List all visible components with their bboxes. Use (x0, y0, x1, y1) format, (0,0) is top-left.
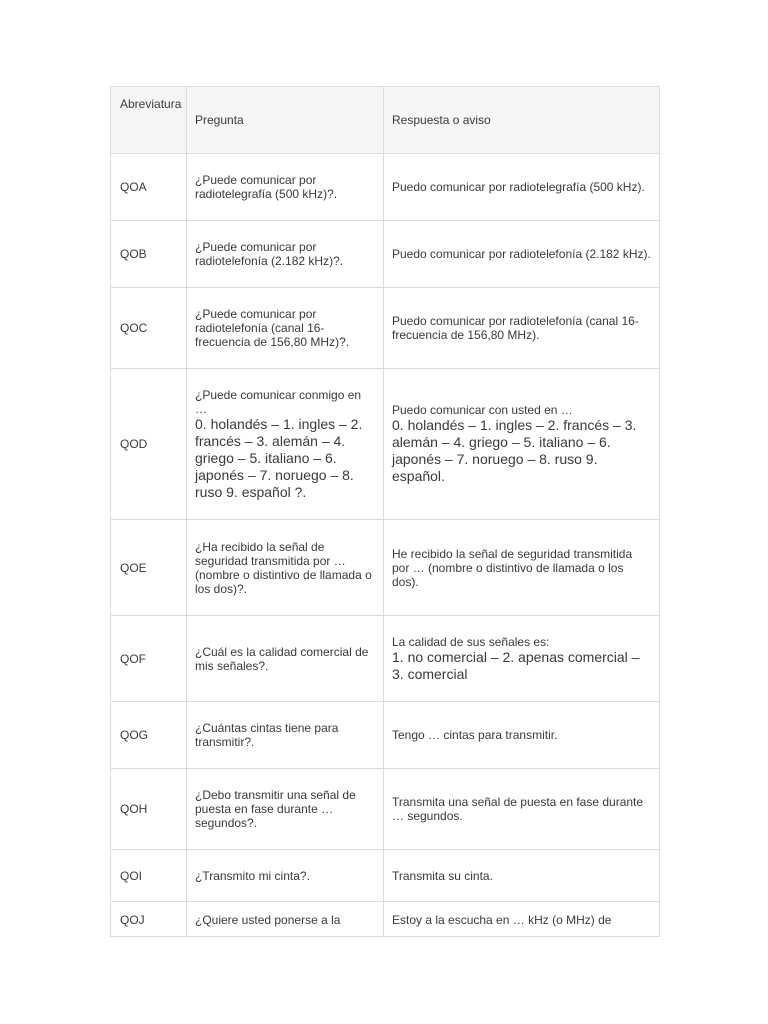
row-answer-intro: Puedo comunicar con usted en … (392, 403, 573, 417)
table-row (111, 154, 660, 221)
row-answer-quality-list: 1. no comercial – 2. apenas comercial – 3. comercial (392, 648, 640, 682)
row-code: QOE (111, 520, 187, 616)
header-question: Pregunta (187, 87, 384, 154)
row-question: ¿Cuál es la calidad comercial de mis señales?. (187, 616, 384, 702)
table-row (111, 369, 660, 520)
table-row (111, 850, 660, 902)
row-question: ¿Puede comunicar por radiotelefonía (2.182 kHz)?. (187, 221, 384, 288)
header-answer: Respuesta o aviso (384, 87, 660, 154)
row-code: QOG (111, 702, 187, 769)
table-row (111, 221, 660, 288)
row-question: ¿Quiere usted ponerse a la (187, 902, 384, 937)
row-answer: Puedo comunicar por radiotelefonía (2.182 kHz). (384, 221, 660, 288)
q-code-table (110, 86, 660, 937)
table-row (111, 288, 660, 369)
row-answer-language-list: 0. holandés – 1. ingles – 2. francés – 3. alemán – 4. griego – 5. italiano – 6. japonés – 7. noruego – 8. ruso 9. español. (392, 417, 637, 484)
row-answer (384, 616, 660, 702)
row-question: ¿Puede comunicar por radiotelegrafía (500 kHz)?. (187, 154, 384, 221)
row-answer: He recibido la señal de seguridad transmitida por … (nombre o distintivo de llamada o los dos). (384, 520, 660, 616)
table-row (111, 616, 660, 702)
row-question (187, 369, 384, 520)
row-question-language-list: 0. holandés – 1. ingles – 2. francés – 3. alemán – 4. griego – 5. italiano – 6. japonés – 7. noruego – 8. ruso 9. español ?. (195, 415, 363, 500)
table-row (111, 769, 660, 850)
header-abbreviation: Abreviatura (111, 87, 187, 154)
row-question-intro: ¿Puede comunicar conmigo en … (195, 387, 362, 416)
row-code: QOH (111, 769, 187, 850)
row-answer (384, 369, 660, 520)
row-question: ¿Debo transmitir una señal de puesta en fase durante … segundos?. (187, 769, 384, 850)
row-code: QOA (111, 154, 187, 221)
row-answer: Transmita una señal de puesta en fase durante … segundos. (384, 769, 660, 850)
table-header-row (111, 87, 660, 154)
row-code: QOF (111, 616, 187, 702)
row-answer: Transmita su cinta. (384, 850, 660, 902)
row-answer: Puedo comunicar por radiotelefonía (canal 16-frecuencia de 156,80 MHz). (384, 288, 660, 369)
table-row (111, 520, 660, 616)
row-answer: Tengo … cintas para transmitir. (384, 702, 660, 769)
row-code: QOI (111, 850, 187, 902)
row-question: ¿Cuántas cintas tiene para transmitir?. (187, 702, 384, 769)
table-row (111, 902, 660, 937)
row-question: ¿Transmito mi cinta?. (187, 850, 384, 902)
row-code: QOB (111, 221, 187, 288)
row-question: ¿Puede comunicar por radiotelefonía (canal 16-frecuencia de 156,80 MHz)?. (187, 288, 384, 369)
row-answer: Puedo comunicar por radiotelegrafía (500 kHz). (384, 154, 660, 221)
table-row (111, 702, 660, 769)
row-answer-intro: La calidad de sus señales es: (392, 634, 550, 649)
row-answer: Estoy a la escucha en … kHz (o MHz) de (384, 902, 660, 937)
row-code: QOJ (111, 902, 187, 937)
row-code: QOD (111, 369, 187, 520)
row-question: ¿Ha recibido la señal de seguridad transmitida por … (nombre o distintivo de llamada o los dos)?. (187, 520, 384, 616)
row-code: QOC (111, 288, 187, 369)
